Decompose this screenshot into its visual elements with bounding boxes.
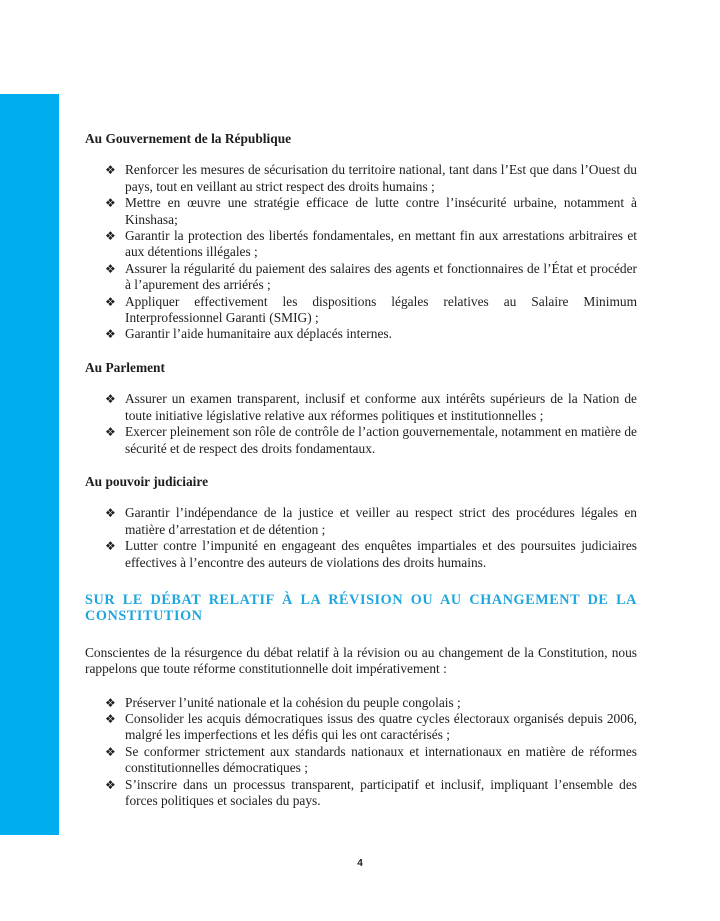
section-heading-parlement: Au Parlement — [85, 359, 165, 375]
list-item: ❖ Appliquer effectivement les dispositions légales relatives au Salaire Minimum Interprofessionnel Garanti (SMIG) ; — [105, 293, 637, 326]
accent-side-bar — [0, 94, 59, 835]
diamond-bullet-icon: ❖ — [105, 163, 116, 178]
list-item: ❖ Consolider les acquis démocratiques issus des quatre cycles électoraux organisés depuis 2006, malgré les imperfections et les défis qui les ont caractérisés ; — [105, 710, 637, 743]
list-item: ❖ Mettre en œuvre une stratégie efficace de lutte contre l’insécurité urbaine, notamment à Kinshasa; — [105, 195, 637, 227]
list-item: ❖ Garantir l’aide humanitaire aux déplacés internes. — [105, 326, 392, 342]
diamond-bullet-icon: ❖ — [105, 327, 116, 342]
diamond-bullet-icon: ❖ — [105, 744, 116, 759]
diamond-bullet-icon: ❖ — [105, 196, 116, 211]
diamond-bullet-icon: ❖ — [105, 425, 116, 440]
diamond-bullet-icon: ❖ — [105, 261, 116, 276]
list-item: ❖ Se conformer strictement aux standards nationaux et internationaux en matière de réformes constitutionnelles démocratiques ; — [105, 743, 637, 776]
diamond-bullet-icon: ❖ — [105, 392, 116, 407]
constitution-section-title: SUR LE DÉBAT RELATIF À LA RÉVISION OU AU CHANGEMENT DE LA CONSTITUTION — [85, 591, 637, 625]
page-number: 4 — [357, 858, 363, 869]
diamond-bullet-icon: ❖ — [105, 777, 116, 792]
list-item: ❖ S’inscrire dans un processus transparent, participatif et inclusif, impliquant l’ensemble des forces politiques et sociales du pays. — [105, 776, 637, 808]
list-item: ❖ Garantir la protection des libertés fondamentales, en mettant fin aux arrestations arbitraires et aux détentions illégales ; — [105, 228, 637, 260]
bullet-list-judiciaire — [85, 505, 637, 571]
list-item: ❖ Assurer la régularité du paiement des salaires des agents et fonctionnaires de l’État et procéder à l’apurement des arriérés ; — [105, 260, 637, 293]
section-heading-gouvernement: Au Gouvernement de la République — [85, 131, 292, 146]
bullet-list-constitution — [85, 695, 637, 810]
diamond-bullet-icon: ❖ — [105, 506, 116, 521]
list-item: ❖ Lutter contre l’impunité en engageant des enquêtes impartiales et des poursuites judiciaires effectives à l’encontre des auteurs de violations des droits humains. — [105, 538, 637, 570]
document-body — [85, 131, 637, 809]
constitution-intro: Conscientes de la résurgence du débat relatif à la révision ou au changement de la Constitution, nous rappelons que toute réforme constitutionnelle doit impérativement : — [85, 644, 637, 677]
bullet-list-parlement — [85, 391, 637, 457]
section-heading-judiciaire: Au pouvoir judiciaire — [85, 473, 209, 489]
diamond-bullet-icon: ❖ — [105, 539, 116, 554]
list-item: ❖ Exercer pleinement son rôle de contrôle de l’action gouvernementale, notamment en matière de sécurité et de respect des droits fondamentaux. — [105, 424, 637, 456]
diamond-bullet-icon: ❖ — [105, 711, 116, 726]
diamond-bullet-icon: ❖ — [105, 229, 116, 244]
bullet-list-gouvernement — [85, 162, 637, 342]
diamond-bullet-icon: ❖ — [105, 695, 116, 710]
list-item: ❖ Préserver l’unité nationale et la cohésion du peuple congolais ; — [105, 694, 461, 710]
list-item: ❖ Renforcer les mesures de sécurisation du territoire national, tant dans l’Est que dans l’Ouest du pays, tout en veillant au strict respect des droits humains ; — [105, 162, 637, 194]
list-item: ❖ Garantir l’indépendance de la justice et veiller au respect strict des procédures légales en matière d’arrestation et de détention ; — [105, 505, 637, 537]
diamond-bullet-icon: ❖ — [105, 294, 116, 309]
list-item: ❖ Assurer un examen transparent, inclusif et conforme aux intérêts supérieurs de la Nation de toute initiative législative relative aux réformes politiques et institutionnelles ; — [105, 391, 637, 423]
